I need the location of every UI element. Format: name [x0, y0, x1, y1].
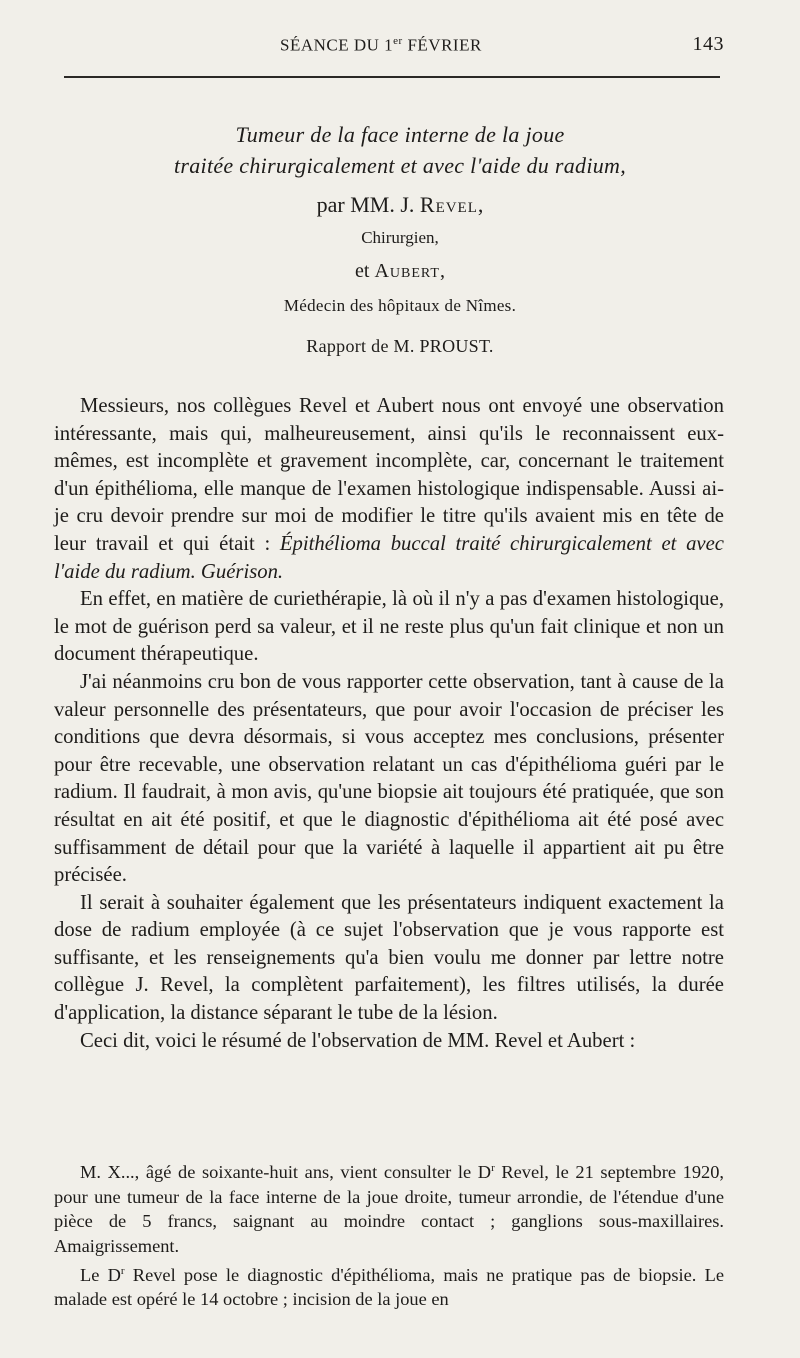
observation-paragraph-2: Le $D^r$ Revel pose le diagnostic d'épithélioma, mais ne pratique pas de biopsie. Le malade est opéré le 14 octobre ; incision de la joue en: [54, 1264, 724, 1310]
article-title-line-2: traitée chirurgicalement et avec l'aide du radium,: [173, 153, 627, 178]
article-title-line-1: Tumeur de la face interne de la joue: [235, 122, 565, 147]
paragraph-2: En effet, en matière de curiethérapie, là où il n'y a pas d'examen histologique, le mot de guérison perd sa valeur, et il ne reste plus qu'un fait clinique et non un document thérapeutique.: [54, 588, 724, 666]
authors-line: par MM. J. Revel,: [316, 192, 484, 217]
observation-body: [54, 1156, 724, 1312]
author-role-2: Médecin des hôpitaux de Nîmes.: [283, 296, 517, 315]
paragraph-5: Ceci dit, voici le résumé de l'observation de MM. Revel et Aubert :: [80, 1029, 636, 1052]
author-name-aubert: Aubert: [374, 260, 440, 282]
coauthor-line: et Aubert,: [355, 260, 445, 282]
author-role-1: Chirurgien,: [361, 228, 439, 247]
observation-paragraph-1: M. X..., âgé de soixante-huit ans, vient consulter le $D^r$ Revel, le 21 septembre 1920, pour une tumeur de la face interne de la joue droite, tumeur arrondie, de l'étendue d'une pièce de 5 francs, saignant au moindre contact ; ganglions sous-maxillaires. Amaigrissement.: [54, 1162, 724, 1256]
author-name-revel: Revel: [419, 192, 478, 217]
paragraph-4: Il serait à souhaiter également que les présentateurs indiquent exactement la dose de radium employée (à ce sujet l'observation que je vous rapporte est suffisante, et les renseignements qu'a bien voulu me donner par lettre notre collègue J. Revel, la complètent parfaitement), les filtres utilisés, la durée d'application, la distance séparant le tube de la lésion.: [54, 891, 724, 1025]
rapport-line: Rapport de M. PROUST.: [306, 336, 494, 356]
report-body: [54, 393, 724, 1055]
header-rule: [64, 76, 720, 78]
paragraph-1: Messieurs, nos collègues Revel et Aubert nous ont envoyé une observation intéressante, mais qui, malheureusement, ainsi qu'ils le reconnaissent eux-mêmes, est incomplète et gravement incomplète, car, concernant le traitement d'un épithélioma, elle manque de l'examen histologique indispensable. Aussi ai-je cru devoir prendre sur moi de modifier le titre qu'ils avaient mis en tête de leur travail et qui était : Épithélioma buccal traité chirurgicalement et avec l'aide du radium. Guérison.: [54, 395, 724, 583]
ordinal-superscript: er: [393, 35, 403, 47]
running-head: SÉANCE DU 1er FÉVRIER: [280, 35, 482, 55]
page-number: 143: [692, 33, 724, 55]
paragraph-3: J'ai néanmoins cru bon de vous rapporter cette observation, tant à cause de la valeur personnelle des présentateurs, que pour avoir l'occasion de préciser les conditions que devra désormais, si vous acceptez mes conclusions, présenter pour être recevable, une observation relatant un cas d'épithélioma guéri par le radium. Il faudrait, à mon avis, qu'une biopsie ait toujours été pratiquée, que son résultat en ait été positif, et que le diagnostic d'épithélioma ait été posé avec suffisamment de détail pour que la variété à laquelle il appartient ait pu être précisée.: [54, 670, 724, 887]
original-title-italic: Épithélioma buccal traité chirurgicalement et avec l'aide du radium. Guérison.: [54, 532, 724, 583]
page-header: [0, 33, 800, 61]
